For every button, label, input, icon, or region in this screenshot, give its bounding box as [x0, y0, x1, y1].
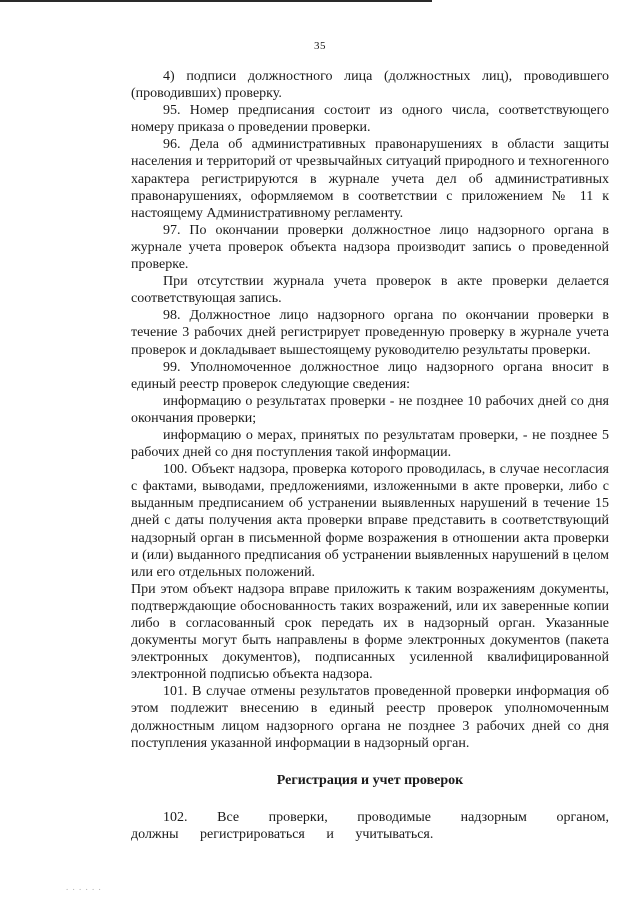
- paragraph-99: 99. Уполномоченное должностное лицо надзорного органа вносит в единый реестр проверок следующие сведения:: [131, 359, 609, 392]
- paragraph-4: 4) подписи должностного лица (должностных лиц), проводившего (проводивших) проверку.: [131, 69, 609, 102]
- paragraph-98: 98. Должностное лицо надзорного органа по окончании проверки в течение 3 рабочих дней регистрирует проведенную проверку в журнале учета проверок и докладывает вышестоящему руководителю результаты проверки.: [131, 308, 609, 358]
- paragraph-97: 97. По окончании проверки должностное лицо надзорного органа в журнале учета проверок объекта надзора производит запись о проведенной проверке.: [131, 222, 609, 273]
- paragraph-102: 102. Все проверки, проводимые надзорным органом, должны регистрироваться и учитываться.: [131, 809, 609, 842]
- paragraph-97-note: При отсутствии журнала учета проверок в акте проверки делается соответствующая запись.: [131, 274, 609, 307]
- paragraph-100: 100. Объект надзора, проверка которого проводилась, в случае несогласия с фактами, выводами, предложениями, изложенными в акте проверки, либо с выданным предписанием об устранении выявленных нарушений в течение 15 дней с даты получения акта проверки вправе представить в соответствующий надзорный орган в письменной форме возражения в отношении акта проверки и (или) выданного предписания об устранении выявленных нарушений в целом или его отдельных положений.: [131, 462, 609, 580]
- paragraph-101: 101. В случае отмены результатов проведенной проверки информация об этом подлежит внесению в единый реестр проверок уполномоченным должностным лицом надзорного органа не позднее 3 рабочих дней со дня поступления указанной информации в надзорный орган.: [131, 684, 609, 751]
- footer-scan-marks: . . . . . .: [66, 882, 102, 892]
- top-border-line: [0, 0, 432, 2]
- paragraph-100-continued: При этом объект надзора вправе приложить к таким возражениям документы, подтверждающие обоснованность таких возражений, или их заверенные копии либо в согласованный срок передать их в надзорный орган. Указанные документы могут быть направлены в форме электронных документов (пакета электронных документов), подписанных усиленной квалифицированной электронной подписью объекта надзора.: [131, 581, 609, 683]
- page-number: 35: [314, 40, 326, 52]
- paragraph-99-item-2: информацию о мерах, принятых по результатам проверки, - не позднее 5 рабочих дней со дня поступления такой информации.: [131, 427, 609, 461]
- section-heading: Регистрация и учет проверок: [276, 772, 464, 788]
- paragraph-96: 96. Дела об административных правонарушениях в области защиты населения и территорий от чрезвычайных ситуаций природного и техногенного характера регистрируются в журнале учета дел об административных правонарушениях, оформляемом в соответствии с приложением № 11 к настоящему Административному регламенту.: [131, 137, 609, 221]
- document-body: [131, 68, 609, 843]
- paragraph-95: 95. Номер предписания состоит из одного числа, соответствующего номеру приказа о проведении проверки.: [131, 103, 609, 136]
- paragraph-99-item-1: информацию о результатах проверки - не позднее 10 рабочих дней со дня окончания проверки;: [131, 393, 609, 426]
